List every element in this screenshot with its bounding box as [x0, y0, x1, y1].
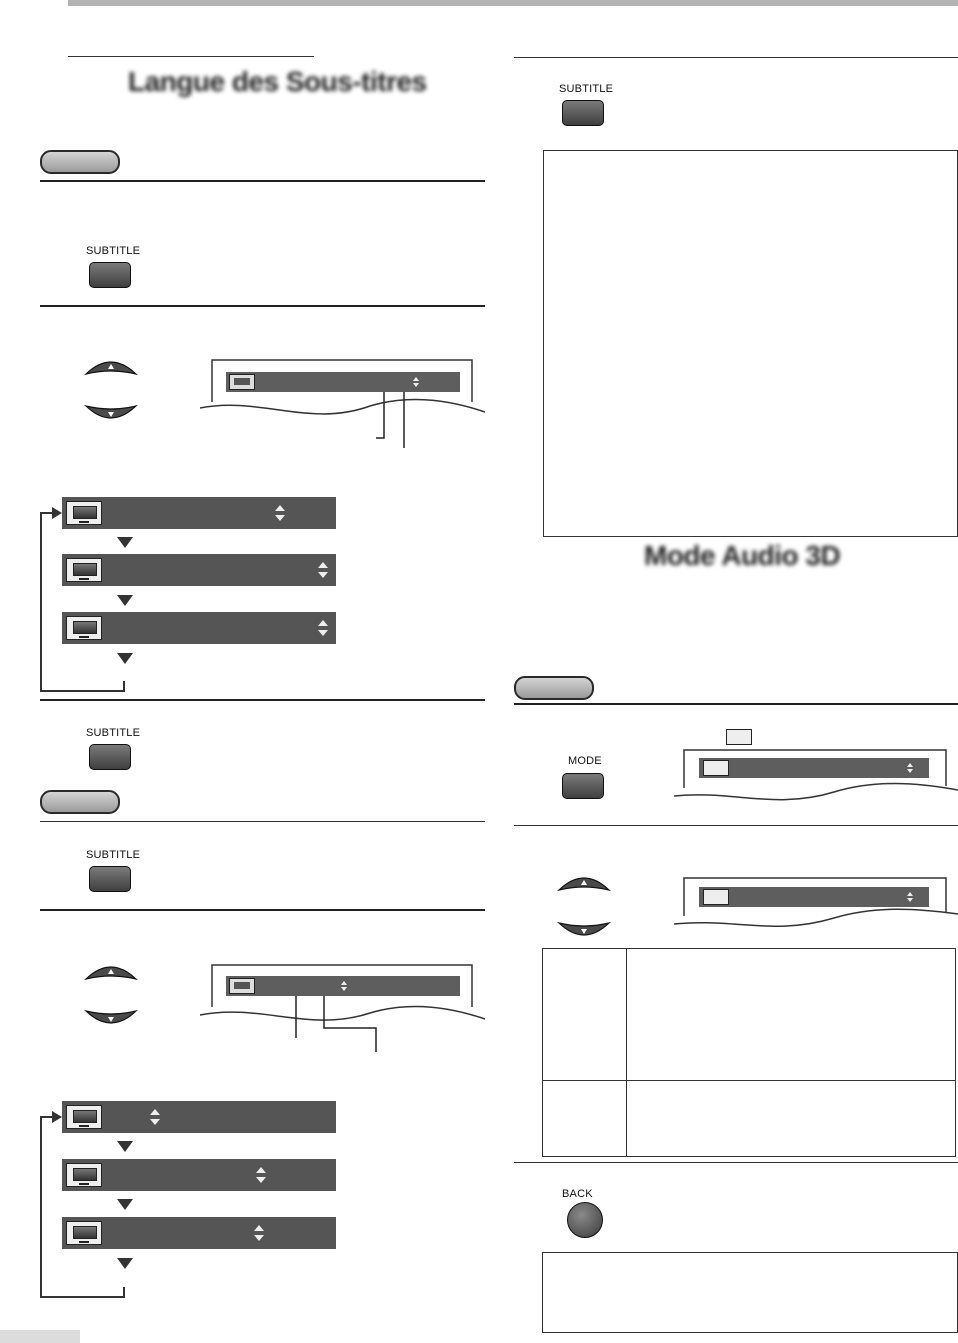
options-table-row-divider	[542, 1080, 956, 1081]
step-divider	[40, 821, 485, 822]
options-table	[542, 948, 956, 1157]
cycle-return-arrow	[36, 505, 130, 695]
speaker-icon	[703, 889, 729, 905]
step-pill	[40, 790, 120, 814]
down-button[interactable]	[84, 402, 138, 424]
section-rule	[514, 57, 958, 58]
note-box	[543, 150, 958, 537]
subtitle-button[interactable]	[89, 744, 131, 770]
up-down-arrow-icon	[906, 891, 914, 903]
audio-mode-bar	[699, 758, 929, 778]
subtitle-button[interactable]	[562, 100, 604, 126]
subtitle-button[interactable]	[89, 866, 131, 892]
step-pill	[40, 150, 120, 174]
up-down-arrow-icon	[906, 762, 914, 774]
up-down-arrow-icon	[317, 619, 329, 637]
subtitle-button-label: SUBTITLE	[86, 245, 141, 257]
subtitle-screen-icon	[229, 374, 255, 390]
callout-lines	[290, 994, 390, 1054]
header-band	[68, 0, 958, 6]
step-divider	[40, 305, 485, 307]
speaker-icon	[703, 760, 729, 776]
section-rule	[68, 56, 314, 57]
up-down-arrow-icon	[412, 376, 420, 388]
up-button[interactable]	[84, 356, 138, 378]
back-button-label: BACK	[562, 1188, 593, 1200]
note-box	[542, 1252, 958, 1333]
step-divider	[514, 1162, 958, 1163]
options-table-column-divider	[626, 948, 627, 1157]
up-button[interactable]	[84, 961, 138, 983]
step-divider	[514, 825, 958, 826]
audio-mode-bar	[699, 887, 929, 907]
up-button[interactable]	[557, 872, 611, 894]
section-title-3d-audio: Mode Audio 3D	[644, 540, 841, 571]
mode-button-label: MODE	[568, 755, 602, 767]
subtitle-screen-icon	[229, 978, 255, 994]
back-button[interactable]	[567, 1202, 603, 1238]
speaker-icon	[726, 729, 752, 745]
subtitle-button-label: SUBTITLE	[559, 83, 614, 95]
up-down-arrow-icon	[149, 1108, 161, 1126]
up-down-arrow-icon	[340, 980, 348, 992]
subtitle-button-label: SUBTITLE	[86, 849, 141, 861]
cycle-return-arrow	[36, 1109, 130, 1301]
subtitle-button[interactable]	[89, 262, 131, 288]
up-down-arrow-icon	[255, 1166, 267, 1184]
footer-tab	[0, 1330, 80, 1343]
callout-lines	[370, 390, 420, 450]
section-title-subtitle-language: Langue des Sous-titres	[128, 66, 427, 97]
mode-button[interactable]	[562, 773, 604, 799]
step-divider	[40, 180, 485, 182]
up-down-arrow-icon	[253, 1224, 265, 1242]
down-button[interactable]	[84, 1007, 138, 1029]
subtitle-button-label: SUBTITLE	[86, 727, 141, 739]
up-down-arrow-icon	[317, 561, 329, 579]
down-button[interactable]	[557, 919, 611, 941]
step-divider	[514, 703, 958, 705]
up-down-arrow-icon	[274, 504, 286, 522]
step-divider	[40, 699, 485, 701]
step-pill	[514, 676, 594, 700]
step-divider	[40, 909, 485, 911]
